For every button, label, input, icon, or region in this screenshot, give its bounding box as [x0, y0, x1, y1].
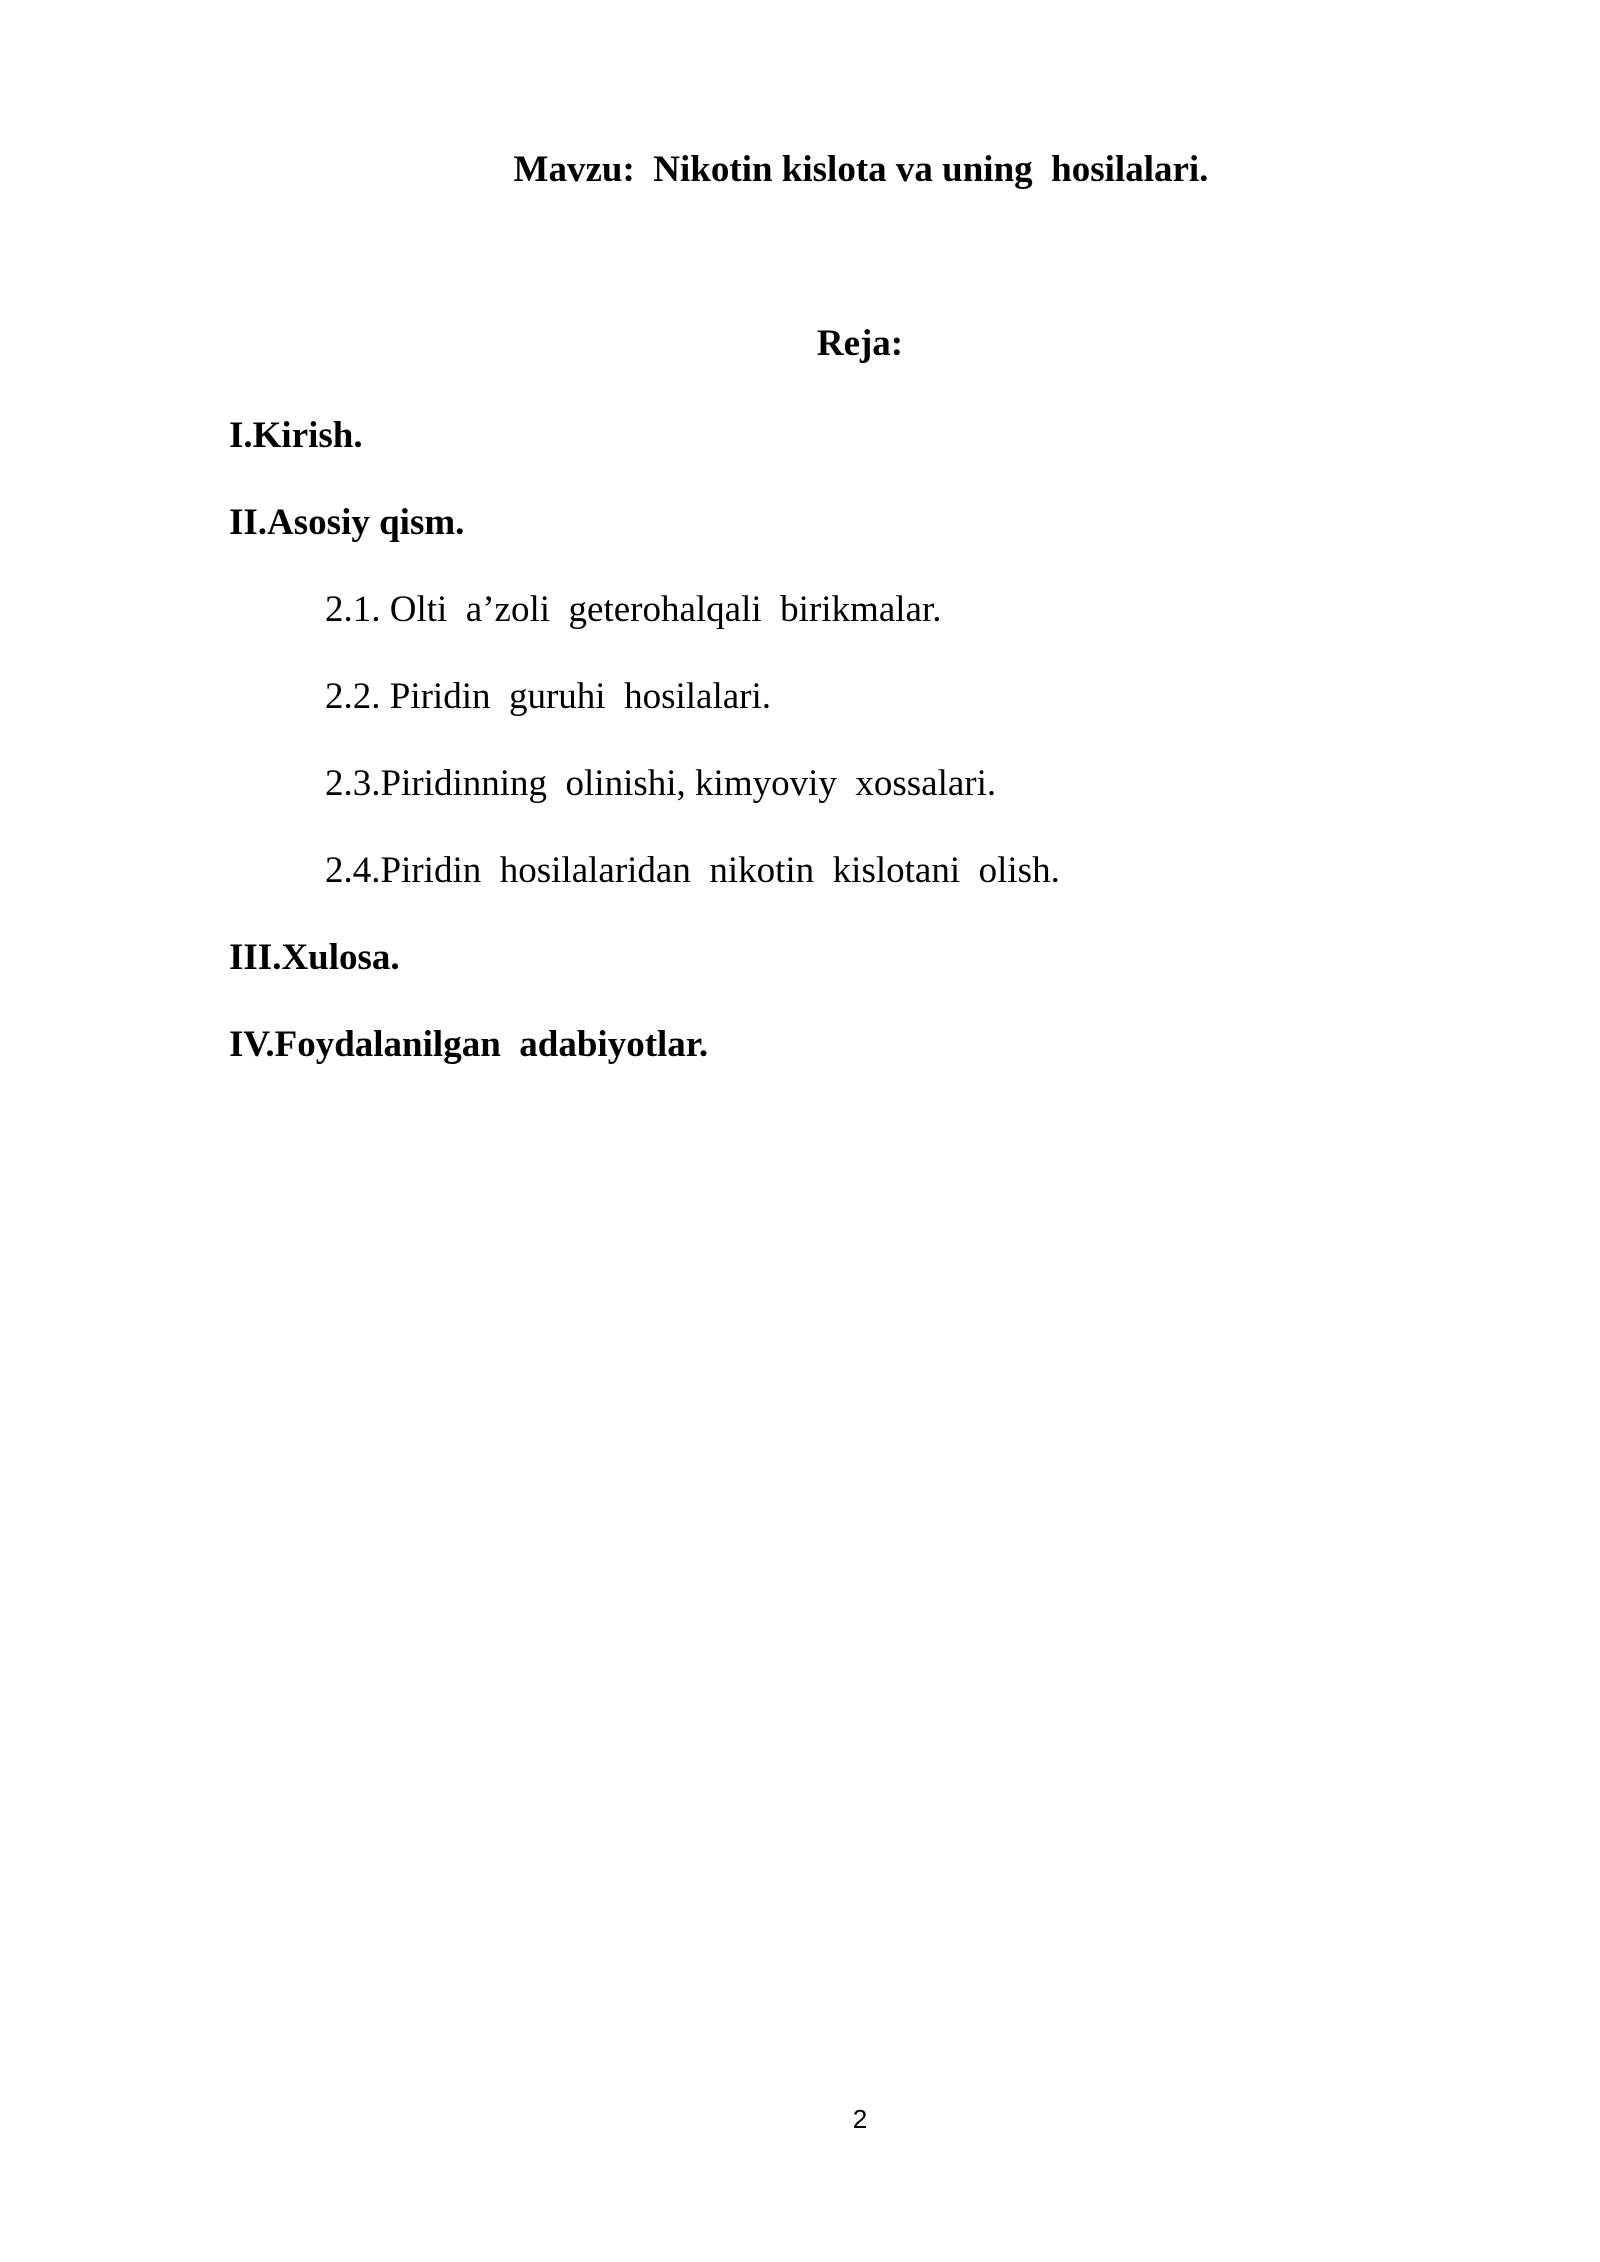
outline-item-conclusion: III.Xulosa.: [229, 937, 400, 978]
outline-subitem-2-1: 2.1. Olti a’zoli geterohalqali birikmalar.: [325, 589, 942, 630]
plan-heading: Reja:: [816, 323, 904, 364]
outline-item-main-part: II.Asosiy qism.: [229, 502, 465, 543]
document-title: Mavzu: Nikotin kislota va uning hosilalari.: [513, 149, 1209, 190]
outline-subitem-2-2: 2.2. Piridin guruhi hosilalari.: [325, 676, 772, 717]
outline-subitem-2-4: 2.4.Piridin hosilalaridan nikotin kislotani olish.: [325, 850, 1060, 891]
outline-subitem-2-3: 2.3.Piridinning olinishi, kimyoviy xossalari.: [325, 763, 997, 804]
outline-item-introduction: I.Kirish.: [229, 415, 363, 456]
page-number: 2: [852, 2104, 868, 2134]
outline-item-references: IV.Foydalanilgan adabiyotlar.: [229, 1024, 709, 1065]
